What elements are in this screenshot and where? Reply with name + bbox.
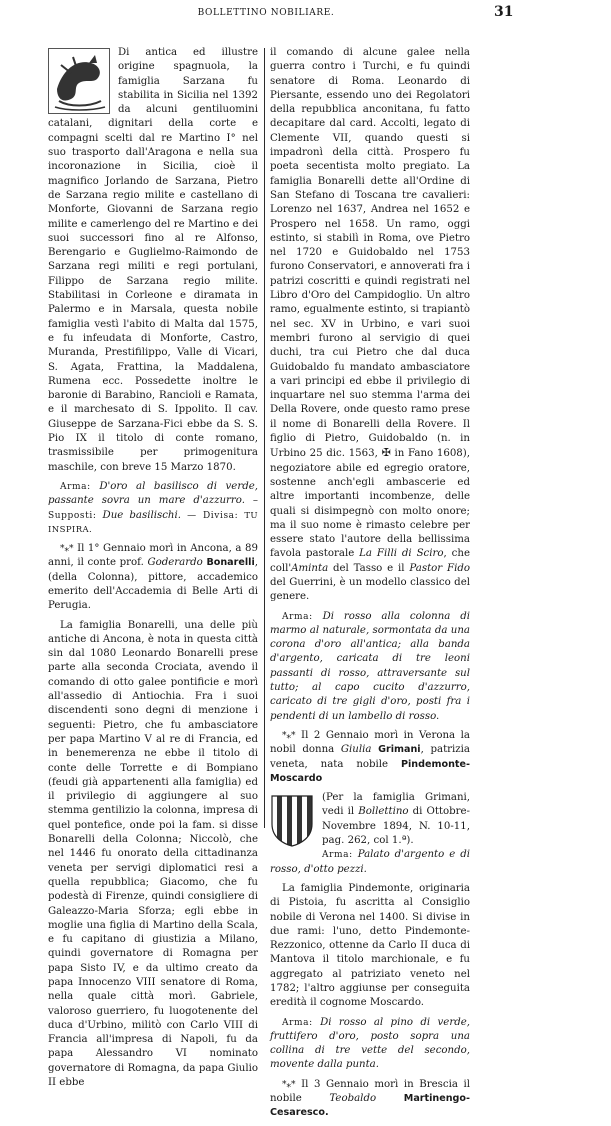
work-end: del Guerrini, è un modello classico del genere. (270, 576, 470, 603)
work-title-pastor-fido: Pastor Fido (409, 562, 470, 574)
right-column (270, 46, 470, 1126)
sarzana-arma-text: D'oro al basilisco di verde, passante sovra un mare d'azzurro. – (48, 480, 258, 507)
grimani-note-text-2: di Ottobre-Novembre 1894, N. 10-11, pag. 262, col 1.ª). (322, 806, 471, 847)
bonarelli-rest: , (della Colonna), pittore, accademico emerito dell'Accademia di Belle Arti di Perugia. (48, 557, 258, 612)
bonarelli-arma (270, 610, 470, 724)
asterism: *⁎* (60, 544, 74, 555)
sarzana-text: Di antica ed illustre origine spagnuola, la famiglia Sarzana fu stabilita in Sicilia nel 1392 da alcuni gentiluomini catalani, dignitari della corte e compagni scelti dal re Martino I° nel suo trasporto dall'Aragona e nella sua incoronazione in Sicilia, cioè il magnifico Jorlando de Sarzana, Pietro de Sarzana regio milite e castellano di Monforte, Giovanni de Sarzana regio milite e camerlengo del re Martino e dei suoi successori fino al re Alfonso, Berengario e Guglielmo-Raimondo de Sarzana regi militi e regi portulani, Filippo de Sarzana regio milite. Stabilitasi in Corleone e diramata in Palermo e in Marsala, questa nobile famiglia vestì l'abito di Malta dal 1575, e fu infeudata di Monforte, Castro, Muranda, Prestifilippo, Valle di Vicari, S. Agata, Frattina, la Maddalena, Rumena ecc. Possedette inoltre le baronie di Barabino, Rancioli e Ramata, e il marchesato di S. Ippolito. Il cav. Giuseppe de Sarzana-Fici ebbe da S. S. Pio IX il titolo di conte romano, trasmissibile per primogenitura maschile, con breve 15 Marzo 1870. (48, 47, 258, 473)
sarzana-arma (48, 480, 258, 537)
work-connector-2: del Tasso e il (328, 562, 405, 574)
martinengo-surname: Martinengo-Cesaresco. (270, 1093, 470, 1119)
arma-label: Arma: (282, 1017, 313, 1028)
pindemonte-intro: Il 2 Gennaio morì in Verona la nobil donna (270, 729, 470, 756)
pindemonte-paly-shield-icon (270, 794, 314, 848)
bollettino-ref: Bollettino (358, 806, 409, 818)
supporti-label: Supposti: (48, 510, 97, 521)
pindemonte-arma (270, 1016, 470, 1073)
asterism: *⁎* (282, 730, 296, 741)
divisa-label: — Divisa: (187, 510, 239, 521)
left-column (48, 46, 258, 1095)
martinengo-obituary (270, 1078, 470, 1121)
martinengo-intro: Il 3 Gennaio morì in Brescia il nobile (270, 1078, 470, 1105)
asterism: *⁎* (282, 1079, 296, 1090)
supporti-text: Due basilischi. (102, 509, 181, 521)
page-number: 31 (494, 4, 514, 20)
bonarelli-arma-text: Di rosso alla colonna di marmo al naturale, sormontata da una corona d'oro all'antica; alla banda d'argento, caricata di tre leoni passanti di rosso, attraversante sul tutto; al capo cucito d'azzurro, caricato di tre gigli d'oro, posti fra i pendenti di un lambello di rosso. (270, 610, 470, 722)
pindemonte-obituary (270, 729, 470, 786)
arma-label: Arma: (60, 481, 91, 492)
pindemonte-arma-text: Di rosso al pino di verde, fruttifero d'oro, posto sopra una collina di tre vette del secondo, movente dalla punta. (270, 1016, 470, 1071)
work-title-aminta: Aminta (291, 562, 329, 574)
pindemonte-mid: , patrizia veneta, nata nobile (270, 744, 470, 770)
pindemonte-given-name: Giulia (340, 744, 372, 756)
arma-label: Arma: (322, 850, 353, 861)
bonarelli-history: La famiglia Bonarelli, una delle più antiche di Ancona, è nota in questa città sin dal 1080 Leonardo Bonarelli prese parte alla seconda Crociata, avendo il comando di otto galee pontificie e morì all'assedio di Antiochia. Fra i suoi discendenti sono degni di menzione i seguenti: Pietro, che fu ambasciatore per papa Martino V al re di Francia, ed in benemerenza ne ebbe il titolo di conte delle Torrette e di Bompiano (feudi già appartenenti alla famiglia) ed il privilegio di aggiungere al suo stemma gentilizio la colonna, impresa di quel pontefice, onde poi la fam. si disse Bonarelli della Colonna; Niccolò, che nel 1446 fu onorato della cittadinanza veneta per servigi diplomatici resi a quella repubblica; Giacomo, che fu podestà di Firenze, quindi consigliere di Galeazzo-Maria Sforza; egli ebbe in moglie una figlia di Martino della Scala, e fu capitano di giustizia a Milano, quindi governatore di Romagna per papa Sisto IV, e da ultimo creato da papa Innocenzo VIII senatore di Roma, nella quale città morì. Gabriele, valoroso guerriero, fu luogotenente del duca d'Urbino, militò con Carlo VIII di Francia all'impresa di Napoli, fu da papa Alessandro VI nominato governatore di Romagna, da papa Giulio II ebbe (48, 619, 258, 1089)
divisa-text: TU INSPIRA. (48, 510, 258, 535)
grimani-surname: Grimani (378, 744, 421, 756)
martinengo-given-name: Teobaldo (329, 1093, 377, 1105)
bonarelli-history-text: il comando di alcune galee nella guerra contro i Turchi, e fu quindi senatore di Roma. Leonardo di Piersante, essendo uno dei Regolatori della repubblica anconitana, fu fatto decapitare dal card. Accolti, legato di Clemente VII, quando questi si impadronì della città. Prospero fu poeta secentista molto pregiato. La famiglia Bonarelli dette all'Ordine di San Stefano di Toscana tre cavalieri: Lorenzo nel 1637, Andrea nel 1652 e Prospero nel 1658. Un ramo, oggi estinto, si stabilì in Roma, ove Pietro nel 1720 e Guidobaldo nel 1753 furono Conservatori, e annoverati fra i patrizi coscritti e quindi registrati nel Libro d'Oro del Campidoglio. Un altro ramo, egualmente estinto, si trapiantò nel sec. XV in Urbino, e vari suoi membri furono al servigio di quei duchi, tra cui Pietro che dal duca Guidobaldo fu mandato ambasciatore a vari principi ed ebbe il privilegio di inquartare nel suo stemma l'arma dei Della Rovere, onde questo ramo prese il nome di Bonarelli della Rovere. Il figlio di Pietro, Guidobaldo (n. in Urbino 25 dic. 1563, (270, 47, 470, 460)
grimani-arma-text: Palato d'argento e di rosso, d'otto pezzi. (270, 849, 470, 875)
work-connector: , che coll' (270, 548, 470, 574)
bonarelli-surname: Bonarelli (206, 557, 255, 569)
grimani-note (270, 791, 470, 877)
sarzana-paragraph (48, 46, 258, 475)
bonarelli-history-text-2: in Fano 1608), negoziatore abile ed egregio oratore, sostenne anch'egli ambascerie ed altre importanti incombenze, delle quali si disimpegnò con molto onore; ma il suo nome è rimasto celebre per essere stato l'autore della bellissima favola pastorale (270, 448, 470, 560)
work-title-filli: La Filli di Sciro (359, 548, 444, 560)
bonarelli-intro: Il 1° Gennaio morì in Ancona, a 89 anni, il conte prof. (48, 543, 258, 569)
grimani-note-text: (Per la famiglia Grimani, vedi il (322, 792, 470, 818)
pindemonte-history: La famiglia Pindemonte, originaria di Pistoia, fu ascritta al Consiglio nobile di Verona nel 1400. Si divise in due rami: l'uno, detto Pindemonte-Rezzonico, ottenne da Carlo II duca di Mantova il titolo marchionale, e fu aggregato al patriziato veneto nel 1782; l'altro aggiunse per conseguita eredità il cognome Moscardo. (270, 882, 470, 1009)
arma-label: Arma: (282, 611, 313, 622)
bonarelli-obituary (48, 542, 258, 613)
pindemonte-house: Pindemonte-Moscardo (270, 758, 470, 784)
sarzana-basilisk-crest-icon (48, 48, 110, 114)
death-cross-icon: ✠ (381, 446, 391, 460)
bonarelli-given-name: Goderardo (147, 557, 203, 569)
column-divider (264, 48, 265, 828)
bonarelli-history-cont (270, 46, 470, 605)
running-title: BOLLETTINO NOBILIARE. (197, 8, 335, 18)
